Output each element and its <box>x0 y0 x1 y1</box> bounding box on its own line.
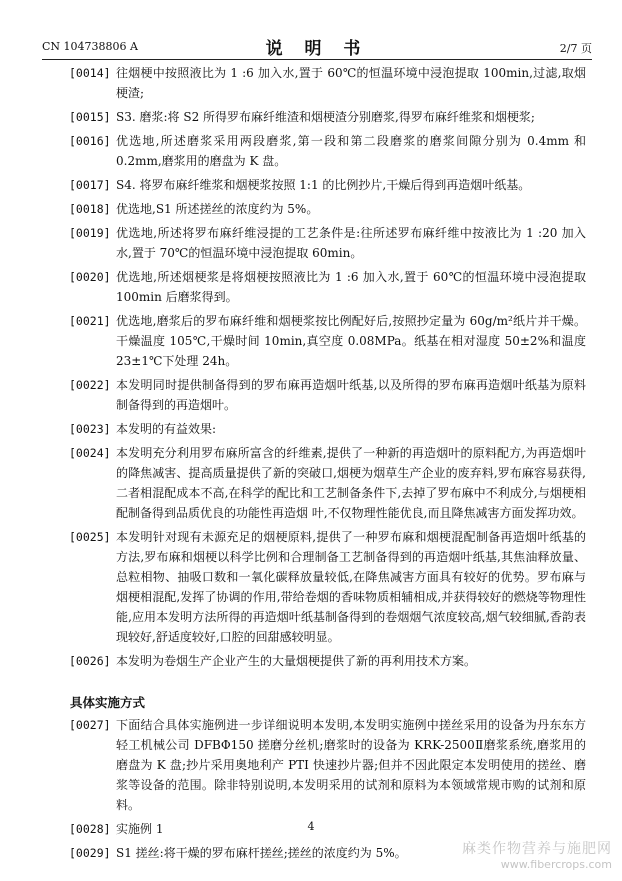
page-label: 2/7 页 <box>559 42 592 55</box>
page-number: 4 <box>307 820 315 833</box>
section-heading: 具体实施方式 <box>70 695 146 710</box>
paragraph-0026 <box>70 651 586 671</box>
paragraph-number: [0025] <box>69 530 111 544</box>
paragraph-text: 本发明同时提供制备得到的罗布麻再造烟叶纸基,以及所得的罗布麻再造烟叶纸基为原料制备得到的再造烟叶。 <box>116 378 586 412</box>
paragraph-number: [0016] <box>69 134 111 148</box>
paragraph-0025 <box>70 527 586 647</box>
watermark-site-name: 麻类作物营养与施肥网 <box>462 841 612 857</box>
paragraph-number: [0015] <box>69 110 111 124</box>
paragraph-text: 本发明的有益效果: <box>116 422 217 436</box>
paragraph-0027 <box>70 715 586 815</box>
paragraph-0022 <box>70 375 586 415</box>
watermark <box>462 838 612 871</box>
paragraph-0016 <box>70 131 586 171</box>
paragraph-number: [0024] <box>69 446 111 460</box>
paragraph-text: 往烟梗中按照液比为 1 :6 加入水,置于 60℃的恒温环境中浸泡提取 100min,过滤,取烟梗渣; <box>116 66 586 100</box>
paragraph-text: S1 搓丝:将干燥的罗布麻杆搓丝;搓丝的浓度约为 5%。 <box>116 846 407 860</box>
paragraph-number: [0028] <box>69 822 111 836</box>
paragraph-number: [0029] <box>69 846 111 860</box>
paragraph-number: [0018] <box>69 202 111 216</box>
paragraph-0018 <box>70 199 586 219</box>
paragraph-0024 <box>70 443 586 523</box>
paragraph-number: [0020] <box>69 270 111 284</box>
paragraph-text: 优选地,所述将罗布麻纤维浸提的工艺条件是:往所述罗布麻纤维中按液比为 1 :20 加入水,置于 70℃的恒温环境中浸泡提取 60min。 <box>116 226 586 260</box>
paragraph-0020 <box>70 267 586 307</box>
paragraph-0017 <box>70 175 586 195</box>
paragraph-text: 本发明为卷烟生产企业产生的大量烟梗提供了新的再利用技术方案。 <box>116 654 477 668</box>
paragraph-text: 下面结合具体实施例进一步详细说明本发明,本发明实施例中搓丝采用的设备为丹东东方轻工机械公司 DFBΦ150 搓磨分丝机;磨浆时的设备为 KRK-2500Ⅱ磨浆系统,磨浆用的磨盘为 K 盘;抄片采用奥地利产 PTI 快速抄片器;但并不因此限定本发明使用的搓丝、磨浆等设备的范围。除非特别说明,本发明采用的试剂和原料为本领域常规市购的试剂和原料。 <box>116 718 586 812</box>
paragraph-0019 <box>70 223 586 263</box>
paragraph-number: [0021] <box>69 314 111 328</box>
paragraph-number: [0014] <box>69 66 111 80</box>
paragraph-text: 优选地,S1 所述搓丝的浓度约为 5%。 <box>116 202 319 216</box>
paragraph-number: [0019] <box>69 226 111 240</box>
paragraph-text: 优选地,所述烟梗浆是将烟梗按照液比为 1 :6 加入水,置于 60℃的恒温环境中浸泡提取 100min 后磨浆得到。 <box>116 270 586 304</box>
document-number: CN 104738806 A <box>42 40 138 53</box>
paragraph-number: [0026] <box>69 654 111 668</box>
paragraph-text: 本发明针对现有未源充足的烟梗原料,提供了一种罗布麻和烟梗混配制备再造烟叶纸基的方法,罗布麻和烟梗以科学比例和合理制备工艺制备得到的再造烟叶纸基,其焦油释放量、总粒相物、抽吸口数和一氧化碳释放量较低,在降焦减害方面具有较好的优势。罗布麻与烟梗相混配,发挥了协调的作用,带给卷烟的香味物质相辅相成,并获得较好的燃烧等物理性能,应用本发明方法所得的再造烟叶纸基制备得到的卷烟烟气浓度较高,烟气较细腻,香韵表现较好,舒适度较好,口腔的回甜感较明显。 <box>116 530 586 644</box>
paragraph-text: 优选地,所述磨浆采用两段磨浆,第一段和第二段磨浆的磨浆间隙分别为 0.4mm 和 0.2mm,磨浆用的磨盘为 K 盘。 <box>116 134 586 168</box>
paragraph-0023 <box>70 419 586 439</box>
document-title: 说 明 书 <box>265 39 369 59</box>
paragraph-number: [0022] <box>69 378 111 392</box>
paragraph-text: 本发明充分利用罗布麻所富含的纤维素,提供了一种新的再造烟叶的原料配方,为再造烟叶的降焦减害、提高质量提供了新的突破口,烟梗为烟草生产企业的废弃料,罗布麻容易获得,二者相混配成本不高,在科学的配比和工艺制备条件下,去掉了罗布麻中不利成分,与烟梗相配制备得到品质优良的功能性再造烟 叶,不仅物理性能优良,而且降焦减害方面发挥功效。 <box>116 446 586 520</box>
paragraph-0014 <box>70 63 586 103</box>
paragraph-0021 <box>70 311 586 371</box>
paragraph-text: 优选地,磨浆后的罗布麻纤维和烟梗浆按比例配好后,按照抄定量为 60g/m²纸片并干燥。干燥温度 105℃,干燥时间 10min,真空度 0.08MPa。纸基在相对湿度 50±2%和温度 23±1℃下处理 24h。 <box>116 314 586 368</box>
paragraph-number: [0023] <box>69 422 111 436</box>
paragraph-0015 <box>70 107 586 127</box>
paragraph-text: S4. 将罗布麻纤维浆和烟梗浆按照 1:1 的比例抄片,干燥后得到再造烟叶纸基。 <box>116 178 531 192</box>
paragraph-text: S3. 磨浆:将 S2 所得罗布麻纤维渣和烟梗渣分别磨浆,得罗布麻纤维浆和烟梗浆; <box>116 110 535 124</box>
document-body <box>70 63 586 867</box>
header-rule <box>42 59 592 60</box>
paragraph-number: [0017] <box>69 178 111 192</box>
paragraph-number: [0027] <box>69 718 111 732</box>
page-header <box>42 34 592 59</box>
paragraph-text: 实施例 1 <box>116 822 164 836</box>
watermark-url: www.fibercrops.com <box>500 858 612 871</box>
